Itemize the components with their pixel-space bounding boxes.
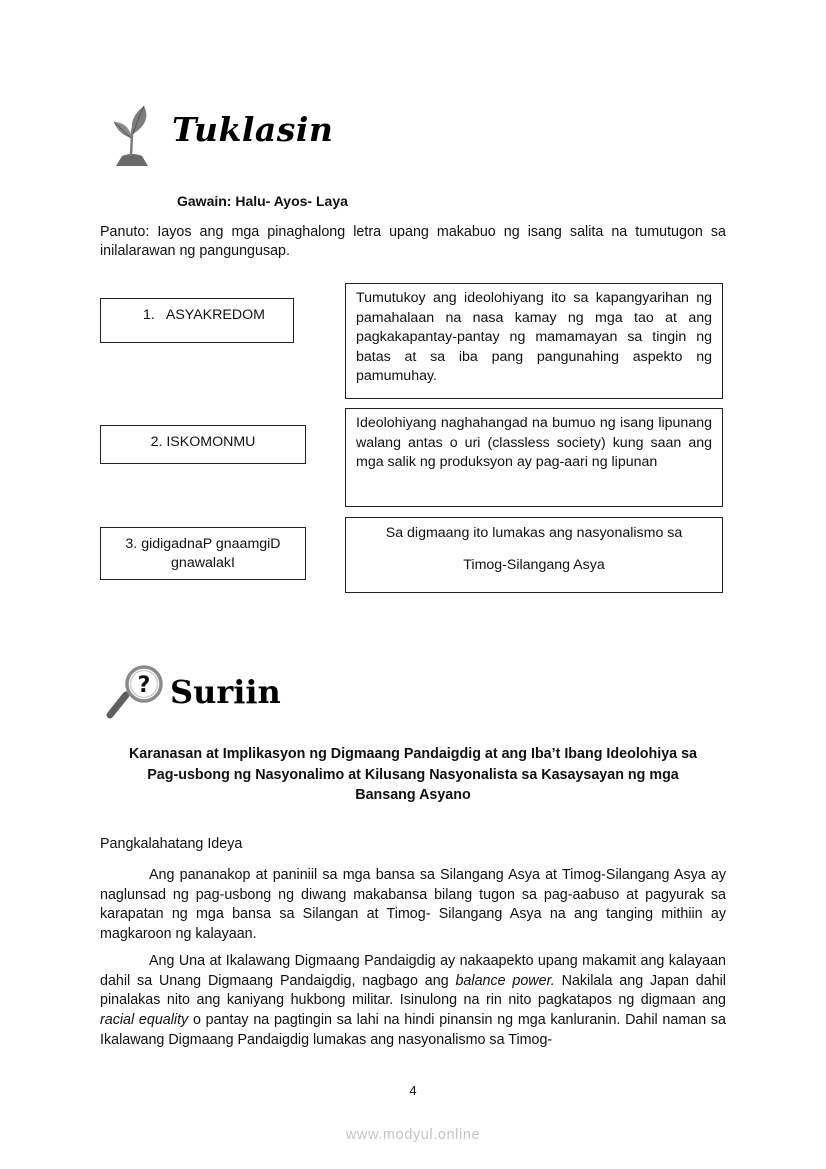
scrambled-word-line-2: gnawalakI [171, 555, 235, 571]
description-box-1 [345, 283, 723, 399]
scrambled-word-box-3 [100, 527, 306, 580]
scrambled-word: 2. ISKOMONMU [150, 434, 256, 450]
lesson-title-line-1: Karanasan at Implikasyon ng Digmaang Pandaigdig at ang Iba’t Ibang Ideolohiya sa [128, 746, 698, 762]
paragraph-1 [100, 866, 726, 945]
paragraph-2 [100, 952, 726, 1051]
description-text: Ideolohiyang naghahangad na bumuo ng isang lipunang walang antas o uri (classless society) kung saan ang mga salik ng produksyon ay pag-aari ng lipunan [356, 415, 712, 470]
description-line-2: Timog-Silangang Asya [463, 556, 605, 573]
paragraph-2-text-a: Ang Una at Ikalawang Digmaang Pandaigdig ay nakaapekto upang makamit ang kalayaan dahil sa Unang Digmaang Pandaigdig, nagbago ang [100, 953, 726, 989]
description-text: Tumutukoy ang ideolohiyang ito sa kapangyarihan ng pamahalaan na nasa kamay ng mga tao at ang pagkakapantay-pantay ng mamamayan sa tingin ng batas at sa iba pang pangunahing aspekto ng pamumuhay. [356, 290, 712, 384]
paragraph-2-text-b: Nakilala ang Japan dahil pinalakas nito ang kaniyang hukbong militar. Isinulong na rin nito pagkatapos ng digmaan ang [100, 972, 726, 1009]
description-box-3 [345, 517, 723, 593]
scrambled-word-box-2 [100, 425, 306, 464]
term-racial-equality: racial equality [100, 1012, 189, 1029]
lesson-title-line-3: Bansang Asyano [355, 787, 471, 803]
activity-title: Gawain: Halu- Ayos- Laya [177, 193, 348, 209]
lesson-title-line-2: Pag-usbong ng Nasyonalimo at Kilusang Nasyonalista sa Kasaysayan ng mga [147, 766, 679, 783]
section-label: Pangkalahatang Ideya [100, 836, 243, 852]
scrambled-word: 1. ASYAKREDOM [143, 307, 265, 323]
seedling-icon [108, 104, 158, 168]
scrambled-word-box-1 [100, 298, 294, 343]
instructions: Panuto: Iayos ang mga pinaghalong letra upang makabuo ng isang salita na tumutugon sa inilalarawan ng pangungusap. [100, 224, 726, 259]
page-number: 4 [409, 1083, 417, 1098]
watermark: www.modyul.online [345, 1127, 481, 1143]
description-box-2 [345, 408, 723, 507]
svg-text:?: ? [137, 673, 151, 698]
description-line-1: Sa digmaang ito lumakas ang nasyonalismo sa [385, 525, 683, 541]
paragraph-1-text: Ang pananakop at paniniil sa mga bansa sa Silangang Asya at Timog-Silangang Asya ay naglunsad ng pag-usbong ng diwang makabansa bilang tugon sa pag-aabuso at pagyurak sa karapatan ng mga bansa sa Silangan at Timog- Silangang Asya na ang tanging mithiin ay magkaroon ng kalayaan. [100, 867, 726, 943]
paragraph-2-text-c: o pantay na pagtingin sa lahi na hindi pinansin ng mga kanluranin. Dahil naman sa Ikalawang Digmaang Pandaigdig lumakas ang nasyonalismo sa Timog- [100, 1012, 726, 1048]
section-title-suriin: Suriin [170, 673, 281, 711]
scrambled-word-line-1: 3. gidigadnaP gnaamgiD [125, 536, 281, 552]
lesson-title [100, 744, 726, 806]
magnifier-question-icon [104, 665, 166, 721]
section-title-tuklasin: Tuklasin [172, 110, 334, 149]
term-balance-power: balance power. [455, 972, 555, 989]
